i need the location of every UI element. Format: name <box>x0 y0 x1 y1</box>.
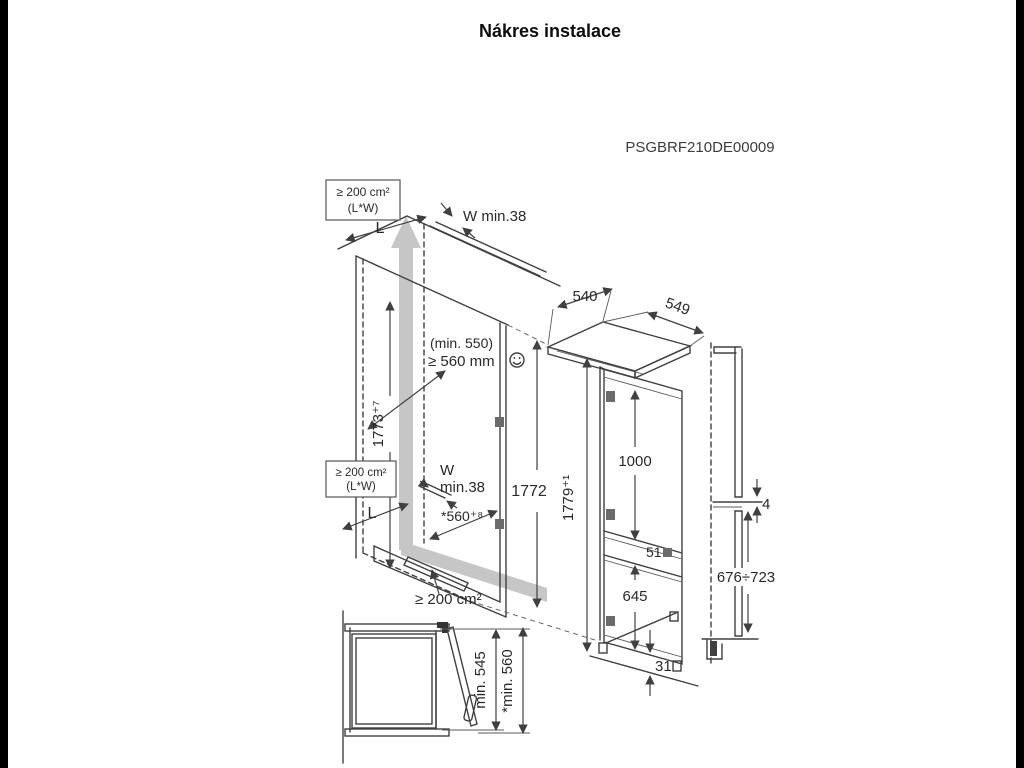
depth-note-line2: ≥ 560 mm <box>428 353 495 370</box>
model-number: PSGBRF210DE00009 <box>625 139 775 156</box>
door-panel-section-view <box>702 343 780 664</box>
appliance-isometric-view <box>548 288 704 696</box>
dim-L-side: L <box>367 505 377 522</box>
dim-bottom-vent-area: ≥ 200 cm² <box>415 591 482 608</box>
niche-isometric-view <box>326 180 598 641</box>
dim-niche-height-inner: 1772 <box>511 483 547 500</box>
dim-upper-door-height: 1000 <box>618 453 652 470</box>
appliance-hinge-icon <box>606 391 615 402</box>
dim-niche-width: *560⁺⁸ <box>441 508 484 524</box>
dim-appliance-height: 1779⁺¹ <box>560 474 577 522</box>
vent-area-side-box <box>326 461 396 497</box>
niche-hinge-icon <box>495 519 504 529</box>
dim-lower-door-height: 645 <box>622 588 648 605</box>
top-view-carcass-lines <box>345 624 449 736</box>
dim-niche-height-outer: 1773⁺⁷ <box>370 400 387 448</box>
dim-joint-gap: 4 <box>762 496 771 513</box>
cabinet-top-view <box>343 611 530 763</box>
appliance-top-panel <box>548 322 690 371</box>
appliance-body-lines <box>590 367 698 686</box>
dim-hinge-gap: 51 <box>646 544 662 560</box>
vent-area-top-line2: (L*W) <box>347 201 379 215</box>
niche-hinge-icon <box>495 417 504 427</box>
panel-section-lines <box>702 347 762 659</box>
depth-note-line1: (min. 550) <box>430 335 494 351</box>
appliance-hinge-icon <box>606 509 615 520</box>
smiley-icon <box>510 353 524 367</box>
dim-top-gap: W min.38 <box>463 208 527 225</box>
dim-min-depth: min. 545 <box>472 651 489 709</box>
dim-L-top: L <box>375 220 385 237</box>
page-title: Nákres instalace <box>478 21 622 41</box>
screen-edge-bar-left <box>0 0 8 768</box>
dim-min-depth-door: *min. 560 <box>499 649 516 713</box>
dim-side-gap-line2: min.38 <box>440 479 486 496</box>
dim-side-gap-line1: W <box>440 462 455 479</box>
dim-plinth-height: 31 <box>655 658 672 675</box>
dim-panel-height-range: 676÷723 <box>716 569 776 586</box>
screen-edge-bar-right <box>1016 0 1024 768</box>
vent-area-top-line1: ≥ 200 cm² <box>336 185 390 199</box>
door-hinge-icon <box>437 622 448 628</box>
appliance-hinge-icon <box>663 548 672 557</box>
dim-top-depth: 540 <box>572 288 598 305</box>
dim-arrow-top-gap-a <box>441 203 452 216</box>
vent-area-top-box <box>326 180 400 220</box>
appliance-top-panel-side <box>635 346 690 378</box>
dim-arrow-side-gap-a <box>447 501 457 508</box>
vent-area-side-line1: ≥ 200 cm² <box>335 467 387 479</box>
dim-top-width: 549 <box>662 294 693 320</box>
dim-line-549 <box>648 313 703 333</box>
airflow-up-arrow-icon <box>391 216 421 550</box>
vent-area-side-line2: (L*W) <box>346 481 376 493</box>
appliance-hinge-icon <box>606 616 615 626</box>
